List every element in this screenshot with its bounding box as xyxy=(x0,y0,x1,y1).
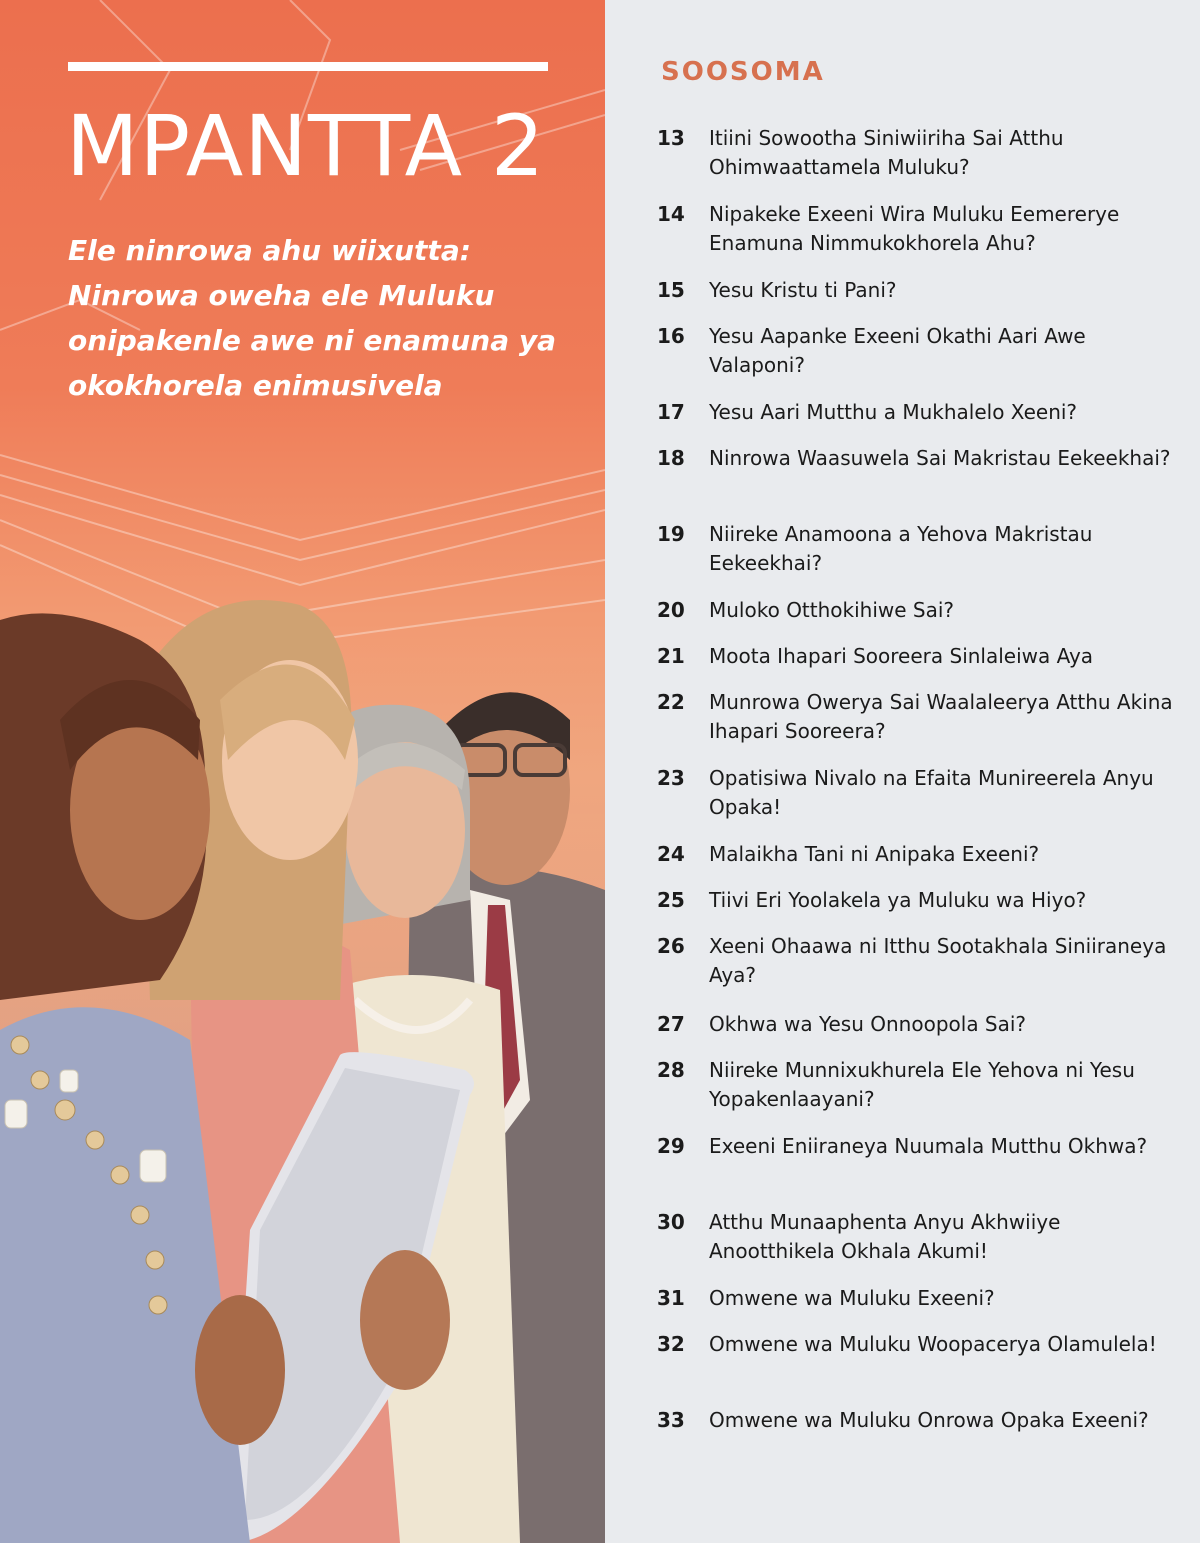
lesson-title: Muloko Otthokihiwe Sai? xyxy=(709,598,955,622)
contents-item[interactable] xyxy=(657,886,1187,915)
lesson-title: Nipakeke Exeeni Wira Muluku Eemererye Enamuna Nimmukokhorela Ahu? xyxy=(709,202,1120,255)
lesson-title: Niireke Anamoona a Yehova Makristau Eekeekhai? xyxy=(709,522,1093,575)
lesson-title: Atthu Munaaphenta Anyu Akhwiiye Anootthikela Okhala Akumi! xyxy=(709,1210,1061,1263)
contents-item[interactable] xyxy=(657,1406,1187,1435)
contents-item[interactable] xyxy=(657,1208,1187,1266)
lesson-number: 23 xyxy=(657,766,685,790)
contents-item[interactable] xyxy=(657,276,1187,305)
contents-item[interactable] xyxy=(657,1284,1187,1313)
lesson-title: Yesu Aari Mutthu a Mukhalelo Xeeni? xyxy=(709,400,1078,424)
contents-item[interactable] xyxy=(657,1132,1187,1161)
contents-item[interactable] xyxy=(657,932,1187,990)
lesson-number: 33 xyxy=(657,1408,685,1432)
contents-item[interactable] xyxy=(657,764,1187,822)
lesson-title: Okhwa wa Yesu Onnoopola Sai? xyxy=(709,1012,1027,1036)
contents-item[interactable] xyxy=(657,200,1187,258)
lesson-title: Ninrowa Waasuwela Sai Makristau Eekeekhai? xyxy=(709,446,1171,470)
contents-item[interactable] xyxy=(657,124,1187,182)
contents-item[interactable] xyxy=(657,444,1187,473)
part-subtitle: Ele ninrowa ahu wiixutta: Ninrowa oweha ele Muluku onipakenle awe ni enamuna ya okokhorela enimusivela xyxy=(68,234,557,402)
lesson-title: Xeeni Ohaawa ni Itthu Sootakhala Siniiraneya Aya? xyxy=(709,934,1167,987)
lesson-number: 32 xyxy=(657,1332,685,1356)
lesson-title: Itiini Sowootha Siniwiiriha Sai Atthu Ohimwaattamela Muluku? xyxy=(709,126,1064,179)
lesson-title: Omwene wa Muluku Woopacerya Olamulela! xyxy=(709,1332,1157,1356)
title-rule xyxy=(68,62,548,71)
lesson-number: 17 xyxy=(657,400,685,424)
lesson-number: 22 xyxy=(657,690,685,714)
lesson-number: 15 xyxy=(657,278,685,302)
contents-item[interactable] xyxy=(657,322,1187,380)
lesson-number: 31 xyxy=(657,1286,685,1310)
lesson-title: Yesu Aapanke Exeeni Okathi Aari Awe Valaponi? xyxy=(709,324,1086,377)
lesson-title: Tiivi Eri Yoolakela ya Muluku wa Hiyo? xyxy=(709,888,1087,912)
contents-item[interactable] xyxy=(657,688,1187,746)
lesson-title: Omwene wa Muluku Onrowa Opaka Exeeni? xyxy=(709,1408,1149,1432)
contents-item[interactable] xyxy=(657,1056,1187,1114)
lesson-number: 19 xyxy=(657,522,685,546)
lesson-number: 28 xyxy=(657,1058,685,1082)
lesson-title: Exeeni Eniiraneya Nuumala Mutthu Okhwa? xyxy=(709,1134,1148,1158)
lesson-number: 25 xyxy=(657,888,685,912)
contents-panel xyxy=(605,0,1200,1543)
lesson-number: 30 xyxy=(657,1210,685,1234)
lesson-title: Opatisiwa Nivalo na Efaita Munireerela Anyu Opaka! xyxy=(709,766,1154,819)
lesson-title: Yesu Kristu ti Pani? xyxy=(709,278,897,302)
contents-item[interactable] xyxy=(657,520,1187,578)
lesson-title: Omwene wa Muluku Exeeni? xyxy=(709,1286,995,1310)
lesson-title: Moota Ihapari Sooreera Sinlaleiwa Aya xyxy=(709,644,1094,668)
lesson-number: 13 xyxy=(657,126,685,150)
lesson-number: 26 xyxy=(657,934,685,958)
lesson-title: Niireke Munnixukhurela Ele Yehova ni Yesu Yopakenlaayani? xyxy=(709,1058,1135,1111)
lesson-number: 18 xyxy=(657,446,685,470)
contents-heading: SOOSOMA xyxy=(661,57,825,87)
lesson-number: 16 xyxy=(657,324,685,348)
lesson-number: 20 xyxy=(657,598,685,622)
contents-item[interactable] xyxy=(657,398,1187,427)
contents-item[interactable] xyxy=(657,596,1187,625)
lesson-number: 24 xyxy=(657,842,685,866)
lesson-title: Malaikha Tani ni Anipaka Exeeni? xyxy=(709,842,1040,866)
contents-item[interactable] xyxy=(657,840,1187,869)
contents-item[interactable] xyxy=(657,1010,1187,1039)
contents-item[interactable] xyxy=(657,1330,1187,1359)
lesson-title: Munrowa Owerya Sai Waalaleerya Atthu Akina Ihapari Sooreera? xyxy=(709,690,1173,743)
lesson-number: 14 xyxy=(657,202,685,226)
lesson-number: 29 xyxy=(657,1134,685,1158)
part-title: MPANTTA 2 xyxy=(66,97,546,195)
lesson-number: 27 xyxy=(657,1012,685,1036)
contents-item[interactable] xyxy=(657,642,1187,671)
lesson-number: 21 xyxy=(657,644,685,668)
